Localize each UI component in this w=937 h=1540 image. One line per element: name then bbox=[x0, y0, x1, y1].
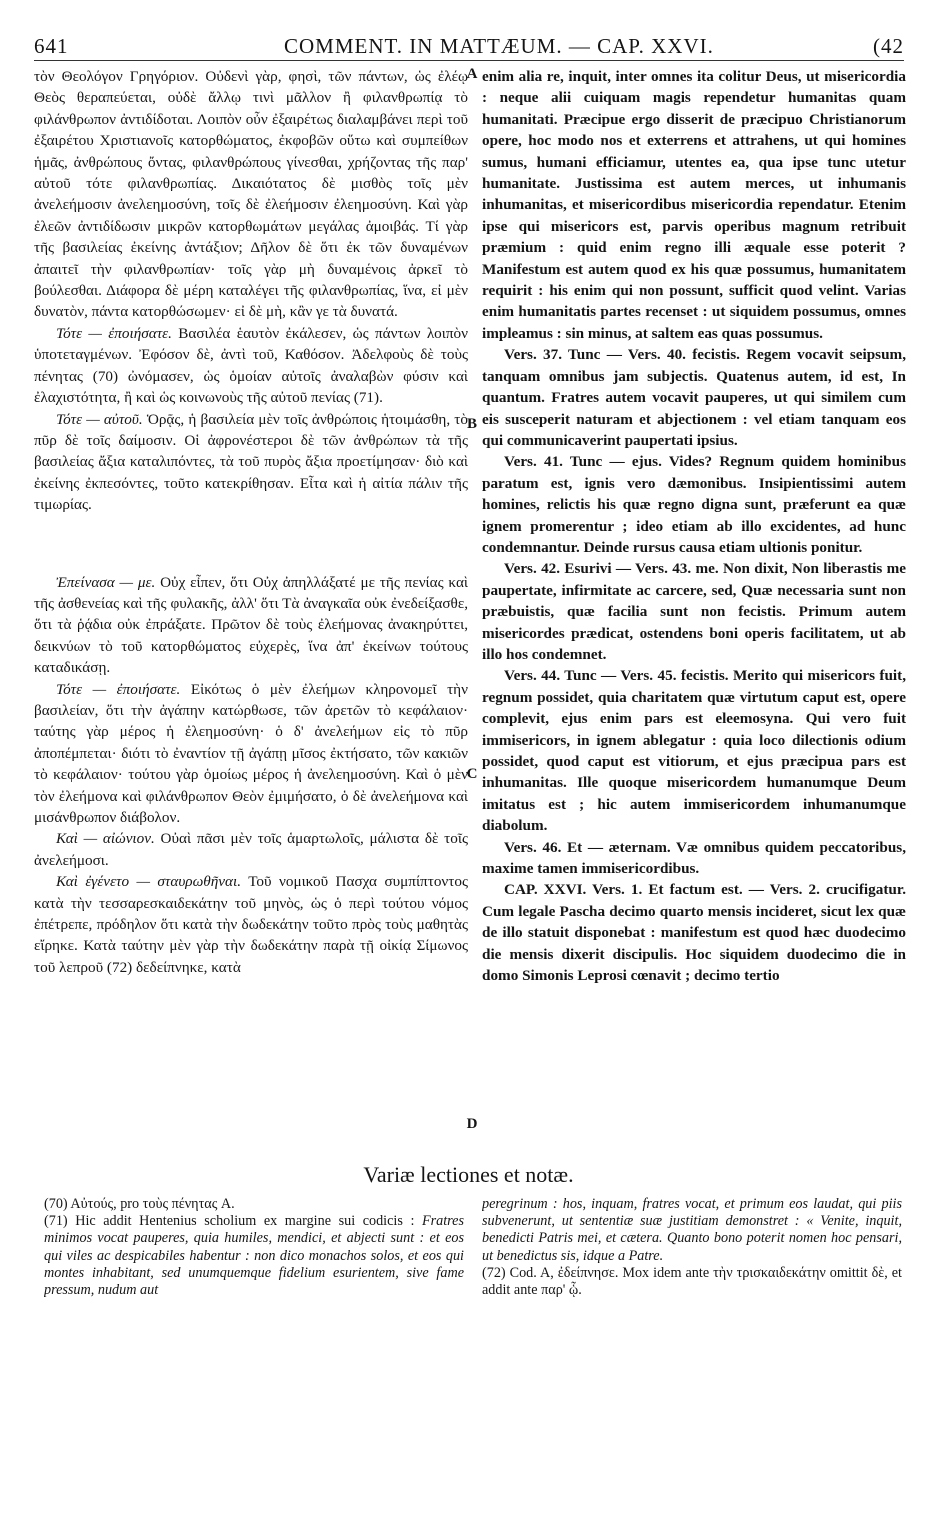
latin-paragraph bbox=[482, 665, 906, 836]
greek-paragraph bbox=[34, 409, 468, 516]
notes-left-column bbox=[44, 1196, 464, 1526]
greek-lemma: Τότε — αὐτοῦ. bbox=[56, 410, 143, 428]
greek-text: Τοῦ νομικοῦ Πασχα συμπίπτοντος κατὰ τὴν τεσσαρεσκαιδεκάτην τοῦ μηνὸς, ὡς ὁ περὶ τούτου νόμος ἐπέτρεπε, πρόδηλον ὅτι κατὰ τὴν δωδεκάτην τοῦτο πρὸς τοὺς μαθητὰς εἴρηκε. Κατὰ ταύτην μὲν γὰρ τὴν δωδεκάτην παρὰ τῇ οἰκίᾳ Σίμωνος τοῦ λεπροῦ (72) δεδείπνηκε, κατὰ bbox=[34, 873, 468, 976]
notes-heading: Variæ lectiones et notæ. bbox=[363, 1162, 574, 1187]
latin-paragraph bbox=[482, 837, 906, 880]
greek-lemma: Καὶ ἐγένετο — σταυρωθῆναι. bbox=[56, 873, 242, 891]
latin-text: Cum legale Pascha decimo quarto mensis incideret, sicut lex quæ de illo statuit disponebat : manifestum est quod hæc duodecimo die mensis dixerit discipulis. Hoc siquidem duodecimo die in domo Simonis Leprosi cœnavit ; decimo tertio bbox=[482, 902, 906, 985]
latin-text: Merito qui misericors fuit, regnum possidet, quia charitatem quæ virtutum caput est, opere complevit, ejus enim pars est eleemosyna. Qui vero fuit immisericors, in ignem ablegatur : quia loco dilectionis odium possidet, quod caput est vitiorum, et ejus præcipua pars est inhumanitas. Ille quoque misericordem humanumque Deum imitatus est ; hic autem immisericordem inhumanumque diabolum. bbox=[482, 667, 906, 835]
latin-lemma: Vers. 37. Tunc — Vers. 40. fecistis. bbox=[504, 346, 740, 364]
greek-paragraph bbox=[34, 572, 468, 679]
greek-paragraph: τὸν Θεολόγον Γρηγόριον. Οὐδενὶ γὰρ, φησὶ, τῶν πάντων, ὡς ἐλέῳ Θεὸς θεραπεύεται, οὐδὲ ἄλλῳ τινὶ μᾶλλον ἢ φιλανθρωπίᾳ τὸ φιλάνθρωπον ἀντιδίδοται. Λοιπὸν οὖν ἐξαιρέτως διαλαμβάνει περὶ τοῦ ἐξαιρέτου Χριστιανοῖς κατορθώματος, ἐκφοβῶν οὕτω καὶ συμπείθων ἡμᾶς, ἀνθρώπους ὄντας, φιλανθρώπους γίνεσθαι, χρήζοντας τῆς παρ' αὐτοῦ τότε φιλανθρωπίας. Δικαιότατος δὲ μισθὸς τοῖς μὲν ἀνελεήμοσιν ἀνελεημοσύνη, τοῖς δὲ ἐλεήμοσιν ἐλεημοσύνη. Καὶ γὰρ ἐλεῶν ἀντιδίδωσιν μικρῶν κατορθωμάτων μεγάλας ἀμοιβάς. Τί γὰρ τῆς βασιλείας ἐκείνης ἀντάξιον; Δῆλον δὲ ὅτι ἐκ τῶν δυναμένων ἀπαιτεῖ τὴν φιλανθρωπίαν· τοῖς γὰρ μὴ δυναμένοις ἀρκεῖ τὸ βούλεσθαι. Διάφορα δὲ μέρη καταλέγει τῆς φιλανθρωπίας, ἵνα, εἰ μὲν δυνατὸν, πάντα κατορθώσωμεν· εἰ δὲ μὴ, κἂν γε τὰ δυνατά. bbox=[34, 68, 468, 321]
greek-lemma: Τότε — ἐποιήσατε. bbox=[56, 680, 181, 698]
running-header bbox=[34, 28, 904, 61]
latin-text: Regem vocavit seipsum, tanquam omnibus jam subjectis. Quatenus autem, id est, In quantum. Fratres autem vocavit pauperes, ut qui similem cum eis susceperit naturam et abjectionem : vel etiam tanquam eos qui communicaverint paupertati ipsius. bbox=[482, 346, 906, 449]
greek-paragraph bbox=[34, 679, 468, 829]
latin-paragraph bbox=[482, 558, 906, 665]
greek-column bbox=[34, 66, 468, 1156]
latin-paragraph bbox=[482, 344, 906, 451]
latin-paragraph bbox=[482, 879, 906, 986]
greek-text: Οὐαὶ πᾶσι μὲν τοῖς ἁμαρτωλοῖς, μάλιστα δὲ τοῖς ἀνελεήμοσι. bbox=[34, 830, 468, 869]
running-title: COMMENT. IN MATTÆUM. — CAP. XXVI. bbox=[284, 34, 714, 58]
margin-marker-d: D bbox=[466, 1116, 478, 1132]
greek-text: Οὐχ εἶπεν, ὅτι Οὐχ ἀπηλλάξατέ με τῆς πενίας καὶ τῆς ἀσθενείας καὶ τῆς φυλακῆς, ἀλλ' ὅτι Τὰ ἀναγκαῖα οὐκ ἐνεδείξασθε, ὅτι τὰ ῥᾴδια οὐκ ἐπράξατε. Πρῶτον δὲ τοὺς ἐλεήμονας ἀνακηρύττει, δεικνύων τὸ τοῦ κατορθώματος εὐχερὲς, ἵνα ἀπ' ἐκείνων τούτους καταδικάσῃ. bbox=[34, 573, 468, 677]
note-71-continuation: peregrinum : hos, inquam, fratres vocat, et primum eos laudat, qui piis subvenerunt, ut sententiæ suæ justitiam demonstret : « Venite, inquit, benedicti Patris mei, et cætera. Quanto bono poterit nomen hoc pensari, ut benedictus sis, idque a Patre. bbox=[482, 1196, 902, 1264]
latin-paragraph bbox=[482, 451, 906, 558]
notes-right-column bbox=[482, 1196, 902, 1526]
greek-lemma: Τότε — ἐποιήσατε. bbox=[56, 324, 172, 342]
latin-lemma: Vers. 46. Et — æternam. bbox=[504, 838, 671, 856]
greek-text: Βασιλέα ἑαυτὸν ἐκάλεσεν, ὡς πάντων λοιπὸν ὑποτεταγμένων. Ἐφόσον δὲ, ἀντὶ τοῦ, Καθόσον. Ἀδελφοὺς δὲ τοὺς πένητας (70) ὠνόμασεν, ὡς ὁμοίαν αὐτοῖς ἀναλαβὼν φύσιν καὶ ἐλαχιστότητα, ἢ καὶ ὡς κοινωνοὺς τῆς αὐτοῦ πενίας (71). bbox=[34, 324, 468, 407]
latin-column bbox=[482, 66, 906, 1156]
latin-lemma: Vers. 44. Tunc — Vers. 45. fecistis. bbox=[504, 667, 729, 685]
column-number: (42 bbox=[873, 34, 904, 58]
margin-marker-a: A bbox=[466, 66, 478, 82]
latin-text: Væ omnibus quidem peccatoribus, maxime tamen immisericordibus. bbox=[482, 838, 906, 878]
note-71-scholium: Fratres minimos vocat pauperes, quia humiles, mendici, et abjecti sunt : et eos qui viles ac despicabiles habentur : non dico monachos solos, et eos qui montes inhabitant, sed unumquemque fidelium esurientem, sive fame pressum, nudum aut bbox=[44, 1213, 464, 1299]
latin-lemma: Vers. 42. Esurivi — Vers. 43. me. bbox=[504, 560, 719, 578]
note-70: (70) Αὐτούς, pro τοὺς πένητας A. bbox=[44, 1196, 235, 1212]
page-number: 641 bbox=[34, 34, 69, 58]
latin-text: Vides? Regnum quidem hominibus paratum est, ignis vero dæmonibus. Insipientissimi autem homines, relictis his quæ regno digna sunt, præferunt ea quæ ignem promerentur ; ideo etiam ab illo excidentes, ad hunc condemnantur. Deinde rursus causa etiam ultionis ponitur. bbox=[482, 453, 906, 556]
greek-paragraph bbox=[34, 323, 468, 409]
margin-marker-c: C bbox=[466, 766, 478, 782]
greek-lemma: Ἐπείνασα — με. bbox=[56, 573, 156, 591]
note-71-intro: (71) Hic addit Hentenius scholium ex margine sui codicis : bbox=[44, 1213, 422, 1230]
latin-lemma: Vers. 41. Tunc — ejus. bbox=[504, 453, 662, 471]
latin-text: Non dixit, Non liberastis me paupertate, infirmitate ac carcere, sed, Quæ necessaria sunt non præbuistis, quæ facilia sunt non fecistis. Primum autem misericordes prædicat, ostendens boni operis facilitatem, ut ab illo hos condemnet. bbox=[482, 560, 906, 663]
latin-paragraph: enim alia re, inquit, inter omnes ita colitur Deus, ut misericordia : neque alii cuiquam magis rependetur humanitas quam humanitati. Præcipue ergo disserit de præcipuo Christianorum opere, hoc modo nos et exterrens et attrahens, ut qui homines sumus, humani efficiamur, utentes ea, qua ipse tunc utetur humanitate. Justissima est autem merces, ut inhumanis inhumanitas, et misericordibus misericordia rependatur. Etenim ipse qui misericors est, parvis operibus magnum retribuit præmium : quid enim regno illi æquale esse poterit ? Manifestum est autem quod ex his quæ possumus, humanitatem requirit : his enim qui non possunt, sufficit quod velint. Varias enim humanitatis partes recenset : ut siquidem possumus, omnes impleamus : sin minus, at saltem eas quas possumus. bbox=[482, 68, 906, 342]
latin-lemma: CAP. XXVI. Vers. 1. Et factum est. — Vers. 2. crucifigatur. bbox=[504, 881, 906, 899]
greek-lemma: Καὶ — αἰώνιον. bbox=[56, 830, 155, 848]
greek-text: Εἰκότως ὁ μὲν ἐλεήμων κληρονομεῖ τὴν βασιλείαν, ὅτι τὴν ἀγάπην κατώρθωσε, τῶν ἀρετῶν τὸ κεφάλαιον· ταύτης γὰρ μέρος ἡ ἐλεημοσύνη· ὁ δ' ἀνελεήμων εἰς τὸ πῦρ ἀποπέμπεται· διότι τὸ ἐναντίον τῇ ἀγάπῃ μῖσος ἐκτήσατο, τῶν κακιῶν τὸ κεφάλαιον· τούτου γὰρ ὁμοίως μέρος ἡ ἀνελεημοσύνη. Καὶ ὁ μὲν τὸν ἐλεήμονα καὶ φιλάνθρωπον Θεὸν ἐμιμήσατο, ὁ δὲ ἀνελεήμονα καὶ μισάνθρωπον διάβολον. bbox=[34, 680, 468, 826]
greek-paragraph bbox=[34, 871, 468, 978]
note-72: (72) Cod. A, ἐδείπνησε. Mox idem ante τὴν τρισκαιδεκάτην omittit δὲ, et addit ante παρ' ᾧ. bbox=[482, 1264, 902, 1299]
greek-text: Ὁρᾷς, ἡ βασιλεία μὲν τοῖς ἀνθρώποις ἡτοιμάσθη, τὸ πῦρ δὲ τοῖς δαίμοσιν. Οἱ ἀφρονέστεροι δὲ τῶν ἀνθρώπων τὰ τῆς βασιλείας ἄξια καταλιπόντες, τὰ τοῦ πυρὸς ἄξια προετίμησαν· διὸ καὶ ἐκείνης ἐκπεσόντες, τοῦτο κατεκρίθησαν. Εἶτα καὶ ἡ αἰτία πάλιν τῆς τιμωρίας. bbox=[34, 410, 468, 514]
greek-paragraph bbox=[34, 828, 468, 871]
note-71 bbox=[44, 1213, 464, 1299]
margin-marker-b: B bbox=[466, 416, 477, 432]
